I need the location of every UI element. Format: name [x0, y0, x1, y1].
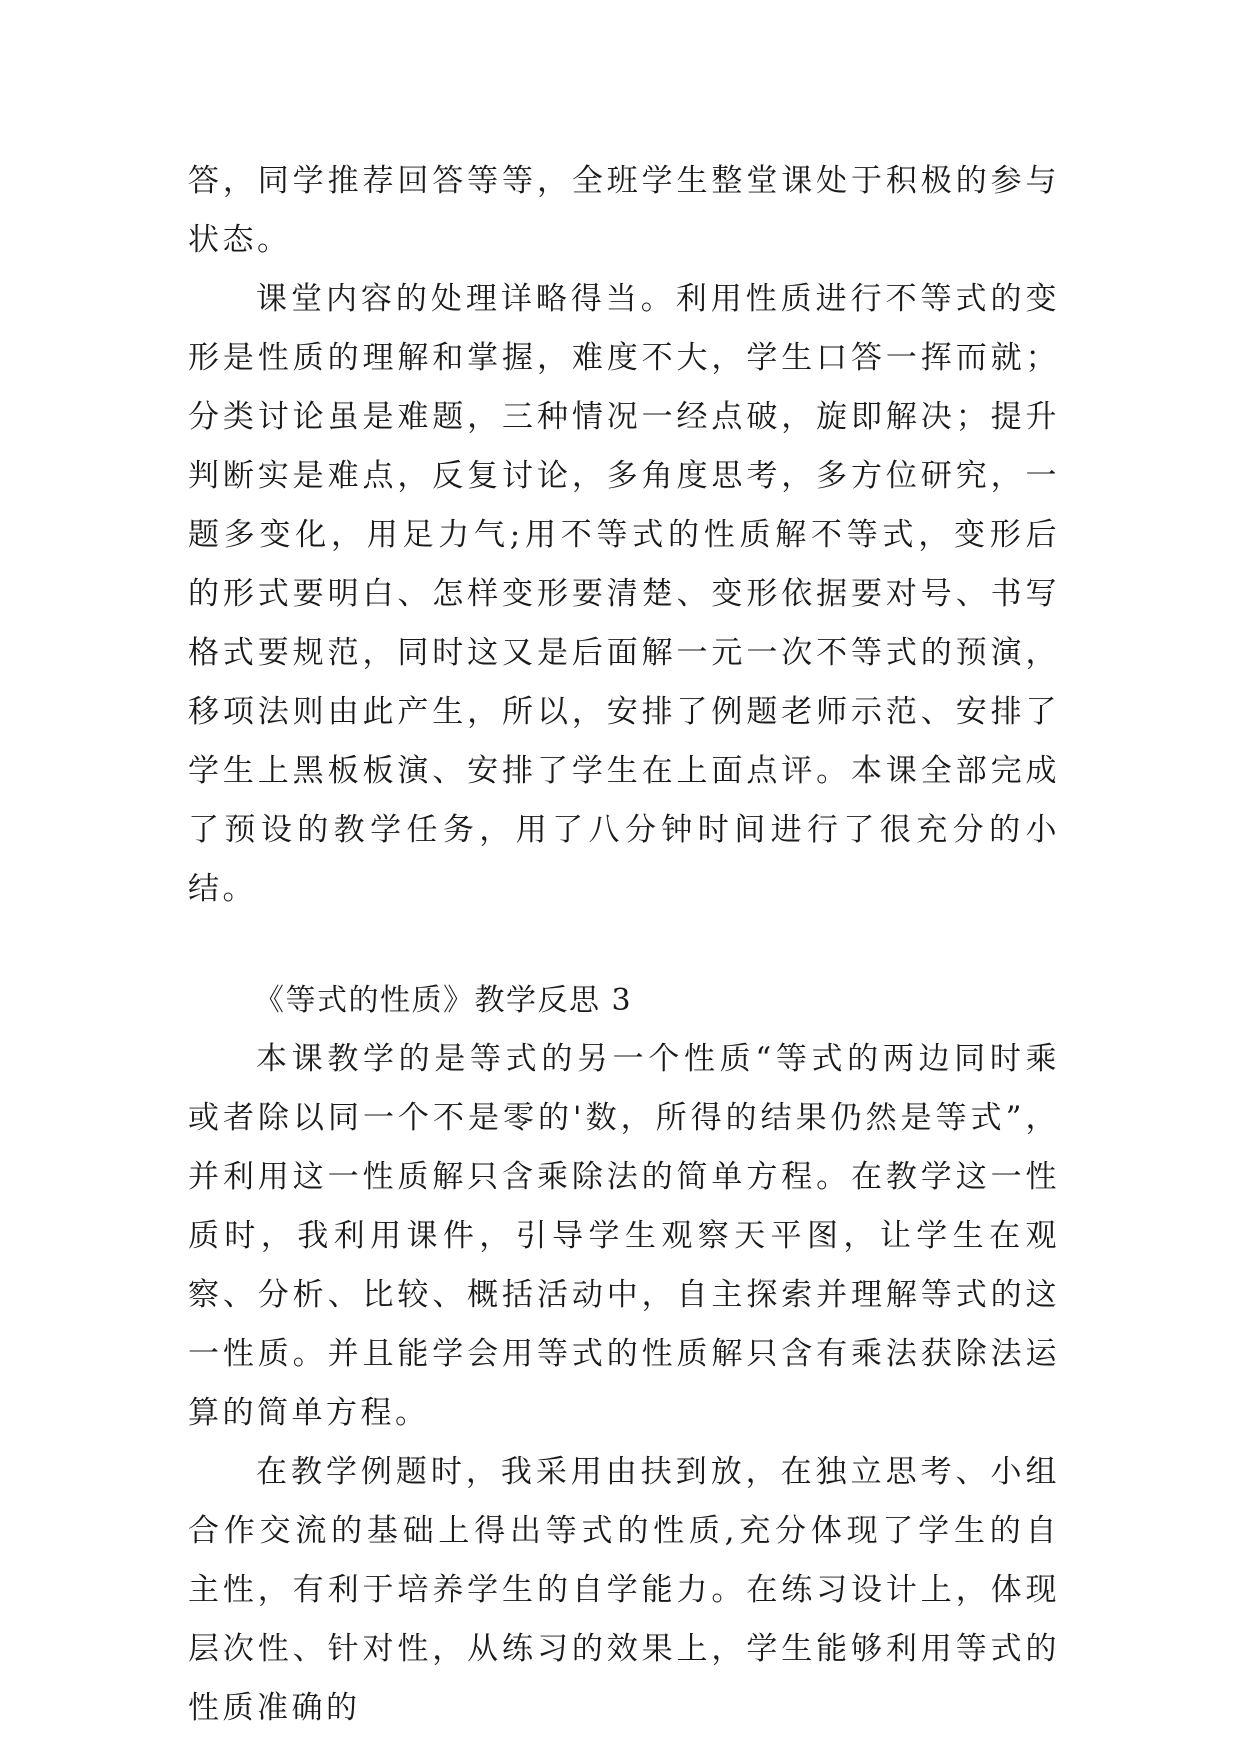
paragraph-lesson-description: 本课教学的是等式的另一个性质“等式的两边同时乘或者除以同一个不是零的'数，所得的结果仍然是等式”，并利用这一性质解只含乘除法的简单方程。在教学这一性质时，我利用课件，引导学生观察天平图，让学生在观察、分析、比较、概括活动中，自主探索并理解等式的这一性质。并且能学会用等式的性质解只含有乘法获除法运算的简单方程。 — [188, 1041, 1060, 1431]
paragraph-continuation: 答，同学推荐回答等等，全班学生整堂课处于积极的参与状态。 — [188, 163, 1060, 258]
document-body — [188, 152, 1060, 1738]
section-spacer — [188, 919, 1060, 971]
paragraph-example-teaching: 在教学例题时，我采用由扶到放，在独立思考、小组合作交流的基础上得出等式的性质,充分体现了学生的自主性，有利于培养学生的自学能力。在练习设计上，体现层次性、针对性，从练习的效果上，学生能够利用等式的性质准确的 — [188, 1454, 1060, 1726]
section-title: 《等式的性质》教学反思 3 — [254, 983, 633, 1018]
paragraph-classroom-content: 课堂内容的处理详略得当。利用性质进行不等式的变形是性质的理解和掌握，难度不大，学生口答一挥而就；分类讨论虽是难题，三种情况一经点破，旋即解决；提升判断实是难点，反复讨论，多角度思考，多方位研究，一题多变化，用足力气;用不等式的性质解不等式，变形后的形式要明白、怎样变形要清楚、变形依据要对号、书写格式要规范，同时这又是后面解一元一次不等式的预演，移项法则由此产生，所以，安排了例题老师示范、安排了学生上黑板板演、安排了学生在上面点评。本课全部完成了预设的教学任务，用了八分钟时间进行了很充分的小结。 — [188, 281, 1060, 907]
